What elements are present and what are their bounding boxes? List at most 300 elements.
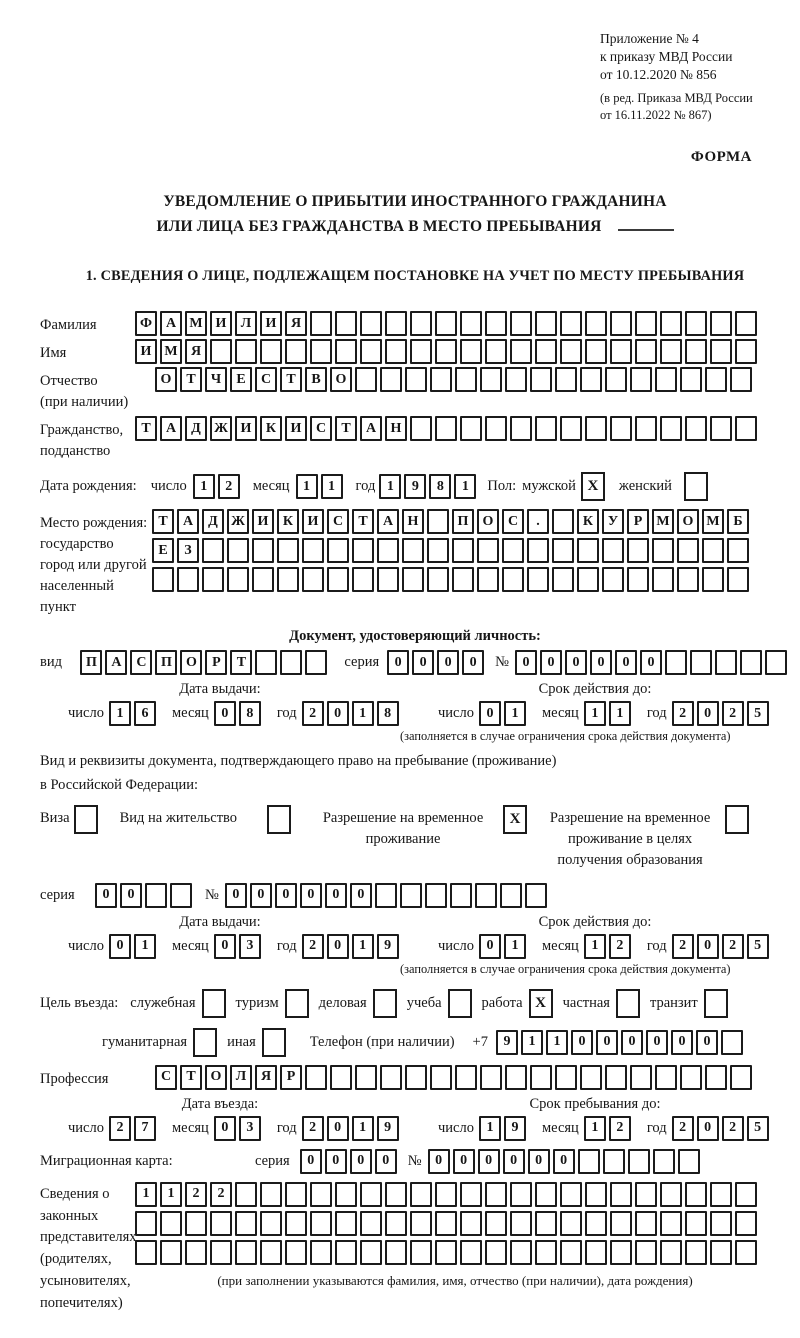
char-box[interactable]: 0 (697, 701, 719, 726)
char-box[interactable]: Б (727, 509, 749, 534)
char-box[interactable] (635, 1182, 657, 1207)
char-box[interactable]: 2 (218, 474, 240, 499)
char-box[interactable] (135, 1240, 157, 1265)
char-box[interactable] (460, 1211, 482, 1236)
char-box[interactable]: К (577, 509, 599, 534)
char-box[interactable] (677, 538, 699, 563)
char-box[interactable]: И (252, 509, 274, 534)
char-box[interactable] (710, 1240, 732, 1265)
char-box[interactable]: 0 (696, 1030, 718, 1055)
char-box[interactable]: А (160, 311, 182, 336)
char-box[interactable]: И (285, 416, 307, 441)
char-box[interactable] (705, 1065, 727, 1090)
char-box[interactable] (660, 1240, 682, 1265)
char-box[interactable] (510, 1182, 532, 1207)
char-box[interactable] (653, 1149, 675, 1174)
char-box[interactable] (152, 567, 174, 592)
char-box[interactable]: 0 (325, 1149, 347, 1174)
char-box[interactable]: 1 (352, 701, 374, 726)
char-box[interactable] (635, 1211, 657, 1236)
char-box[interactable]: И (260, 311, 282, 336)
char-box[interactable]: 0 (697, 1116, 719, 1141)
residence-permit-checkbox[interactable] (267, 805, 291, 834)
char-box[interactable] (410, 1211, 432, 1236)
char-box[interactable] (410, 1182, 432, 1207)
char-box[interactable] (527, 538, 549, 563)
char-box[interactable]: Д (202, 509, 224, 534)
char-box[interactable]: 2 (609, 934, 631, 959)
char-box[interactable]: Я (255, 1065, 277, 1090)
char-box[interactable] (765, 650, 787, 675)
char-box[interactable] (380, 1065, 402, 1090)
char-box[interactable]: 0 (565, 650, 587, 675)
char-box[interactable]: А (377, 509, 399, 534)
char-box[interactable]: С (502, 509, 524, 534)
char-box[interactable] (327, 538, 349, 563)
char-box[interactable]: 0 (596, 1030, 618, 1055)
char-box[interactable] (160, 1211, 182, 1236)
char-box[interactable] (177, 567, 199, 592)
char-box[interactable] (427, 509, 449, 534)
char-box[interactable] (400, 883, 422, 908)
char-box[interactable] (385, 1211, 407, 1236)
char-box[interactable]: 0 (387, 650, 409, 675)
char-box[interactable]: 1 (609, 701, 631, 726)
temp-residence-checkbox[interactable]: X (503, 805, 527, 834)
char-box[interactable] (135, 1211, 157, 1236)
purpose-transit-checkbox[interactable] (704, 989, 728, 1018)
char-box[interactable] (310, 311, 332, 336)
char-box[interactable] (585, 311, 607, 336)
char-box[interactable]: 1 (504, 701, 526, 726)
char-box[interactable] (685, 1211, 707, 1236)
char-box[interactable]: 0 (95, 883, 117, 908)
char-box[interactable]: С (130, 650, 152, 675)
char-box[interactable]: 9 (496, 1030, 518, 1055)
char-box[interactable]: А (160, 416, 182, 441)
char-box[interactable]: А (177, 509, 199, 534)
char-box[interactable] (427, 567, 449, 592)
char-box[interactable]: 1 (479, 1116, 501, 1141)
char-box[interactable] (660, 416, 682, 441)
char-box[interactable]: 0 (646, 1030, 668, 1055)
char-box[interactable] (330, 1065, 352, 1090)
char-box[interactable]: 0 (437, 650, 459, 675)
purpose-private-checkbox[interactable] (616, 989, 640, 1018)
char-box[interactable] (385, 1240, 407, 1265)
char-box[interactable] (635, 1240, 657, 1265)
char-box[interactable] (677, 567, 699, 592)
char-box[interactable] (685, 1240, 707, 1265)
char-box[interactable]: О (155, 367, 177, 392)
char-box[interactable]: Т (230, 650, 252, 675)
char-box[interactable] (335, 1182, 357, 1207)
char-box[interactable] (530, 1065, 552, 1090)
char-box[interactable] (602, 567, 624, 592)
char-box[interactable]: Т (135, 416, 157, 441)
char-box[interactable]: 2 (185, 1182, 207, 1207)
sex-female-checkbox[interactable] (684, 472, 708, 501)
char-box[interactable]: Д (185, 416, 207, 441)
char-box[interactable] (702, 567, 724, 592)
char-box[interactable]: 1 (504, 934, 526, 959)
char-box[interactable]: М (160, 339, 182, 364)
char-box[interactable] (255, 650, 277, 675)
char-box[interactable]: 2 (722, 701, 744, 726)
char-box[interactable]: А (360, 416, 382, 441)
char-box[interactable]: А (105, 650, 127, 675)
char-box[interactable] (500, 883, 522, 908)
char-box[interactable]: Т (180, 367, 202, 392)
char-box[interactable] (305, 1065, 327, 1090)
char-box[interactable]: 0 (300, 1149, 322, 1174)
char-box[interactable] (160, 1240, 182, 1265)
char-box[interactable] (715, 650, 737, 675)
char-box[interactable] (302, 567, 324, 592)
char-box[interactable] (277, 538, 299, 563)
char-box[interactable]: П (452, 509, 474, 534)
char-box[interactable]: Е (230, 367, 252, 392)
char-box[interactable] (710, 416, 732, 441)
char-box[interactable] (375, 883, 397, 908)
char-box[interactable] (630, 367, 652, 392)
char-box[interactable]: 1 (109, 701, 131, 726)
char-box[interactable] (202, 538, 224, 563)
char-box[interactable] (460, 1182, 482, 1207)
char-box[interactable] (425, 883, 447, 908)
char-box[interactable]: 0 (214, 701, 236, 726)
char-box[interactable]: 0 (640, 650, 662, 675)
char-box[interactable] (480, 1065, 502, 1090)
purpose-tourism-checkbox[interactable] (285, 989, 309, 1018)
char-box[interactable]: Л (230, 1065, 252, 1090)
char-box[interactable] (560, 311, 582, 336)
char-box[interactable] (410, 311, 432, 336)
char-box[interactable] (380, 367, 402, 392)
char-box[interactable] (460, 339, 482, 364)
char-box[interactable] (145, 883, 167, 908)
char-box[interactable] (527, 567, 549, 592)
char-box[interactable] (352, 538, 374, 563)
char-box[interactable]: 0 (615, 650, 637, 675)
char-box[interactable]: 6 (134, 701, 156, 726)
char-box[interactable]: 0 (479, 701, 501, 726)
char-box[interactable] (735, 311, 757, 336)
char-box[interactable] (535, 416, 557, 441)
char-box[interactable] (735, 416, 757, 441)
char-box[interactable] (455, 1065, 477, 1090)
char-box[interactable]: 2 (672, 701, 694, 726)
char-box[interactable] (485, 1182, 507, 1207)
char-box[interactable]: 0 (515, 650, 537, 675)
char-box[interactable]: 3 (239, 934, 261, 959)
char-box[interactable] (485, 339, 507, 364)
char-box[interactable]: 2 (672, 1116, 694, 1141)
char-box[interactable]: Н (402, 509, 424, 534)
char-box[interactable]: 1 (584, 934, 606, 959)
char-box[interactable] (485, 1211, 507, 1236)
char-box[interactable]: 5 (747, 701, 769, 726)
char-box[interactable] (610, 311, 632, 336)
char-box[interactable] (410, 416, 432, 441)
char-box[interactable] (585, 1182, 607, 1207)
char-box[interactable]: 0 (540, 650, 562, 675)
char-box[interactable]: 0 (479, 934, 501, 959)
char-box[interactable]: В (305, 367, 327, 392)
char-box[interactable] (735, 339, 757, 364)
char-box[interactable]: Р (627, 509, 649, 534)
char-box[interactable] (452, 567, 474, 592)
char-box[interactable] (585, 339, 607, 364)
char-box[interactable] (510, 339, 532, 364)
char-box[interactable] (505, 1065, 527, 1090)
char-box[interactable]: 0 (327, 701, 349, 726)
char-box[interactable] (685, 339, 707, 364)
char-box[interactable] (435, 339, 457, 364)
char-box[interactable] (260, 339, 282, 364)
char-box[interactable] (552, 538, 574, 563)
char-box[interactable]: 0 (671, 1030, 693, 1055)
char-box[interactable] (435, 1182, 457, 1207)
visa-checkbox[interactable] (74, 805, 98, 834)
char-box[interactable]: 1 (160, 1182, 182, 1207)
char-box[interactable] (740, 650, 762, 675)
char-box[interactable] (227, 567, 249, 592)
char-box[interactable] (710, 1211, 732, 1236)
char-box[interactable] (628, 1149, 650, 1174)
char-box[interactable] (460, 1240, 482, 1265)
char-box[interactable] (252, 538, 274, 563)
char-box[interactable] (580, 1065, 602, 1090)
char-box[interactable] (360, 1211, 382, 1236)
char-box[interactable]: 0 (528, 1149, 550, 1174)
char-box[interactable] (355, 367, 377, 392)
temp-residence-edu-checkbox[interactable] (725, 805, 749, 834)
char-box[interactable]: 0 (109, 934, 131, 959)
char-box[interactable]: 2 (210, 1182, 232, 1207)
char-box[interactable]: С (255, 367, 277, 392)
char-box[interactable]: 2 (109, 1116, 131, 1141)
char-box[interactable]: И (135, 339, 157, 364)
char-box[interactable] (480, 367, 502, 392)
char-box[interactable] (260, 1182, 282, 1207)
char-box[interactable] (435, 311, 457, 336)
char-box[interactable] (475, 883, 497, 908)
char-box[interactable] (635, 416, 657, 441)
char-box[interactable] (560, 339, 582, 364)
char-box[interactable] (410, 1240, 432, 1265)
char-box[interactable]: 1 (584, 701, 606, 726)
char-box[interactable] (210, 1211, 232, 1236)
char-box[interactable] (610, 1240, 632, 1265)
char-box[interactable] (652, 538, 674, 563)
char-box[interactable] (665, 650, 687, 675)
char-box[interactable] (505, 367, 527, 392)
char-box[interactable] (652, 567, 674, 592)
char-box[interactable] (655, 367, 677, 392)
char-box[interactable]: 0 (250, 883, 272, 908)
char-box[interactable]: 0 (350, 1149, 372, 1174)
char-box[interactable] (685, 311, 707, 336)
char-box[interactable]: О (205, 1065, 227, 1090)
purpose-work-checkbox[interactable]: X (529, 989, 553, 1018)
char-box[interactable]: 2 (722, 934, 744, 959)
char-box[interactable] (310, 1182, 332, 1207)
char-box[interactable]: 1 (454, 474, 476, 499)
char-box[interactable] (510, 416, 532, 441)
char-box[interactable]: 0 (214, 934, 236, 959)
char-box[interactable] (235, 1211, 257, 1236)
char-box[interactable] (435, 416, 457, 441)
char-box[interactable] (730, 1065, 752, 1090)
char-box[interactable] (690, 650, 712, 675)
char-box[interactable] (510, 311, 532, 336)
char-box[interactable] (410, 339, 432, 364)
char-box[interactable]: 0 (453, 1149, 475, 1174)
char-box[interactable] (450, 883, 472, 908)
char-box[interactable]: О (180, 650, 202, 675)
char-box[interactable]: С (155, 1065, 177, 1090)
char-box[interactable] (385, 311, 407, 336)
char-box[interactable] (685, 416, 707, 441)
char-box[interactable] (502, 567, 524, 592)
char-box[interactable] (405, 1065, 427, 1090)
char-box[interactable] (260, 1211, 282, 1236)
char-box[interactable]: 0 (590, 650, 612, 675)
char-box[interactable]: 1 (321, 474, 343, 499)
char-box[interactable] (185, 1211, 207, 1236)
char-box[interactable] (605, 1065, 627, 1090)
char-box[interactable]: З (177, 538, 199, 563)
purpose-study-checkbox[interactable] (448, 989, 472, 1018)
char-box[interactable] (578, 1149, 600, 1174)
char-box[interactable]: И (302, 509, 324, 534)
char-box[interactable] (603, 1149, 625, 1174)
char-box[interactable] (355, 1065, 377, 1090)
char-box[interactable] (377, 567, 399, 592)
char-box[interactable]: 2 (722, 1116, 744, 1141)
char-box[interactable]: Ж (227, 509, 249, 534)
char-box[interactable] (655, 1065, 677, 1090)
char-box[interactable] (555, 1065, 577, 1090)
char-box[interactable]: 8 (239, 701, 261, 726)
char-box[interactable] (660, 1182, 682, 1207)
char-box[interactable]: И (235, 416, 257, 441)
char-box[interactable] (560, 1240, 582, 1265)
char-box[interactable]: 8 (377, 701, 399, 726)
char-box[interactable] (525, 883, 547, 908)
char-box[interactable]: Ж (210, 416, 232, 441)
char-box[interactable] (185, 1240, 207, 1265)
char-box[interactable] (627, 538, 649, 563)
char-box[interactable] (260, 1240, 282, 1265)
char-box[interactable] (285, 339, 307, 364)
char-box[interactable] (710, 339, 732, 364)
char-box[interactable] (555, 367, 577, 392)
char-box[interactable] (430, 367, 452, 392)
char-box[interactable]: 0 (225, 883, 247, 908)
char-box[interactable] (435, 1211, 457, 1236)
char-box[interactable] (585, 1240, 607, 1265)
char-box[interactable]: 1 (352, 934, 374, 959)
char-box[interactable] (452, 538, 474, 563)
char-box[interactable]: 9 (377, 1116, 399, 1141)
char-box[interactable] (535, 1211, 557, 1236)
char-box[interactable] (630, 1065, 652, 1090)
char-box[interactable] (385, 339, 407, 364)
char-box[interactable]: 0 (300, 883, 322, 908)
char-box[interactable] (235, 1240, 257, 1265)
char-box[interactable]: Р (280, 1065, 302, 1090)
char-box[interactable]: 0 (325, 883, 347, 908)
char-box[interactable]: К (260, 416, 282, 441)
char-box[interactable] (530, 367, 552, 392)
char-box[interactable] (585, 1211, 607, 1236)
char-box[interactable]: 0 (327, 1116, 349, 1141)
char-box[interactable] (405, 367, 427, 392)
char-box[interactable] (335, 1211, 357, 1236)
char-box[interactable]: Т (352, 509, 374, 534)
char-box[interactable] (535, 339, 557, 364)
char-box[interactable] (310, 1211, 332, 1236)
char-box[interactable]: Т (280, 367, 302, 392)
char-box[interactable]: М (702, 509, 724, 534)
char-box[interactable]: 0 (478, 1149, 500, 1174)
char-box[interactable] (560, 416, 582, 441)
char-box[interactable]: 0 (428, 1149, 450, 1174)
char-box[interactable]: 0 (412, 650, 434, 675)
char-box[interactable]: 9 (377, 934, 399, 959)
char-box[interactable] (310, 339, 332, 364)
char-box[interactable]: 0 (120, 883, 142, 908)
char-box[interactable]: Ч (205, 367, 227, 392)
char-box[interactable] (210, 1240, 232, 1265)
char-box[interactable]: Т (180, 1065, 202, 1090)
char-box[interactable] (610, 416, 632, 441)
char-box[interactable]: 5 (747, 1116, 769, 1141)
char-box[interactable] (235, 1182, 257, 1207)
char-box[interactable]: К (277, 509, 299, 534)
char-box[interactable] (678, 1149, 700, 1174)
char-box[interactable] (477, 567, 499, 592)
char-box[interactable] (227, 538, 249, 563)
char-box[interactable] (377, 538, 399, 563)
char-box[interactable] (252, 567, 274, 592)
char-box[interactable] (721, 1030, 743, 1055)
char-box[interactable]: 0 (621, 1030, 643, 1055)
char-box[interactable] (335, 311, 357, 336)
char-box[interactable]: . (527, 509, 549, 534)
char-box[interactable]: Я (285, 311, 307, 336)
purpose-other-checkbox[interactable] (262, 1028, 286, 1057)
char-box[interactable]: 0 (462, 650, 484, 675)
char-box[interactable]: О (477, 509, 499, 534)
char-box[interactable] (730, 367, 752, 392)
char-box[interactable]: О (677, 509, 699, 534)
char-box[interactable] (535, 1240, 557, 1265)
char-box[interactable] (502, 538, 524, 563)
char-box[interactable] (635, 311, 657, 336)
char-box[interactable]: Р (205, 650, 227, 675)
char-box[interactable] (727, 567, 749, 592)
char-box[interactable] (510, 1240, 532, 1265)
char-box[interactable]: 1 (352, 1116, 374, 1141)
char-box[interactable] (280, 650, 302, 675)
char-box[interactable]: И (210, 311, 232, 336)
char-box[interactable] (710, 1182, 732, 1207)
char-box[interactable] (310, 1240, 332, 1265)
char-box[interactable] (360, 311, 382, 336)
